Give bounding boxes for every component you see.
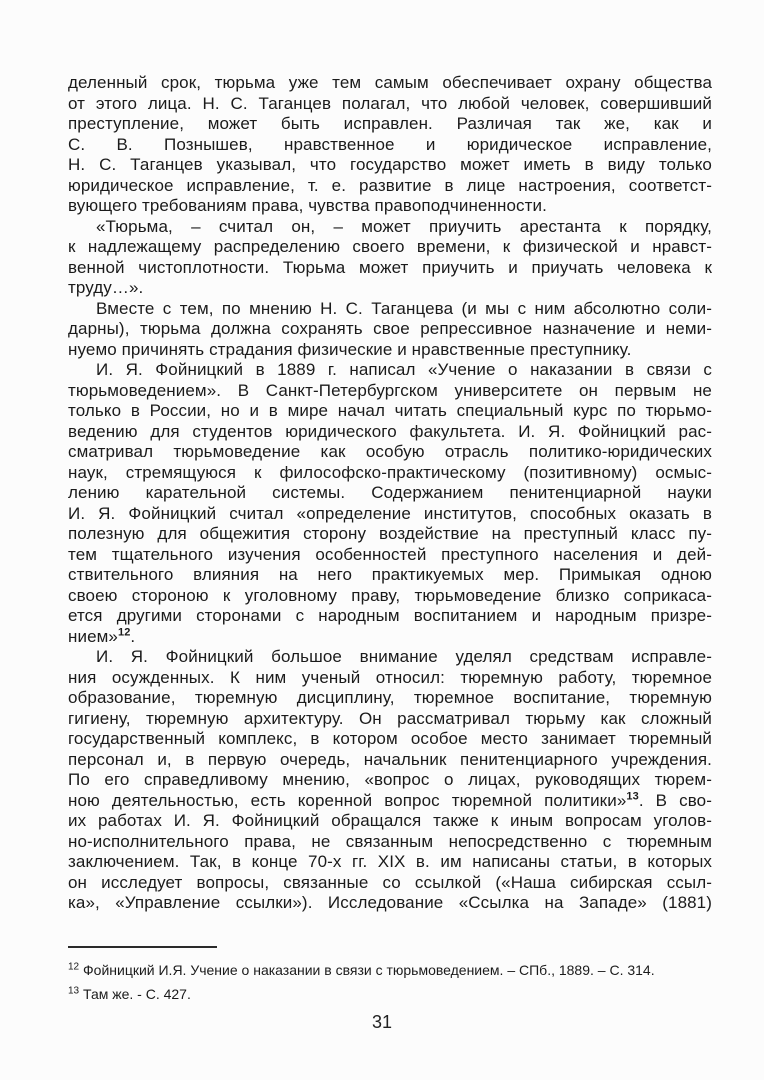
paragraph	[68, 299, 712, 361]
text-line: юридическое исправление, т. е. развитие в лице настроения, соответст-	[68, 175, 712, 195]
footnote-ref: 12	[117, 625, 131, 638]
text-line: По его справедливому мнению, «вопрос о лицах, руководящих тюрем-	[68, 770, 712, 789]
text-line: нуемо причинять страдания физические и нравственные преступнику.	[68, 339, 632, 359]
footnote-ref: 13	[626, 789, 639, 802]
footnotes-section	[68, 946, 712, 1006]
text-line: их работах И. Я. Фойницкий обращался также к иным вопросам уголов-	[68, 811, 712, 830]
text-line: С. В. Познышев, нравственное и юридическое исправление,	[68, 134, 712, 154]
text-line: ния осужденных. К ним ученый относил: тюремную работу, тюремное	[68, 667, 712, 687]
text-line: вующего требованиям права, чувства правоподчиненности.	[68, 196, 547, 215]
paragraph	[68, 360, 712, 647]
footnote: $^{12}$ Фойницкий И.Я. Учение о наказании в связи с тюрьмоведением. – СПб., 1889. – С. 314.	[68, 961, 655, 978]
text-line: венной чистоплотности. Тюрьма может приучить и приучать человека к	[68, 257, 712, 277]
footnote-separator	[68, 946, 217, 948]
text-line: труду…».	[68, 278, 144, 297]
text-line: он исследует вопросы, связанные со ссылкой («Наша сибирская ссыл-	[68, 872, 712, 892]
text-line: Вместе с тем, по мнению Н. С. Таганцева (и мы с ним абсолютно соли-	[96, 298, 712, 318]
footnote-list	[68, 958, 712, 1006]
text-line: ведению для студентов юридического факультета. И. Я. Фойницкий рас-	[68, 421, 712, 441]
text-line: тем тщательного изучения особенностей преступного населения и дей-	[68, 544, 712, 564]
text-line: И. Я. Фойницкий большое внимание уделял средствам исправле-	[96, 647, 712, 666]
text-line: но-исполнительного права, не связанным непосредственно с тюремным	[68, 831, 712, 851]
text-line: гигиену, тюремную архитектуру. Он рассматривал тюрьму как сложный	[68, 708, 712, 728]
text-line: только в России, но и в мире начал читать специальный курс по тюрьмо-	[68, 401, 712, 420]
text-line: ствительного влияния на него практикуемых мер. Примыкая одною	[68, 565, 712, 584]
text-line: образование, тюремную дисциплину, тюремное воспитание, тюремную	[68, 688, 712, 707]
text-line: тюрьмоведением». В Санкт-Петербургском университете он первым не	[68, 380, 712, 400]
text-line: ною деятельностью, есть коренной вопрос тюремной политики»$^{13}$. В сво-	[68, 789, 712, 810]
text-line: сматривал тюрьмоведение как особую отрасль политико-юридических	[68, 442, 712, 461]
text-line: к надлежащему распределению своего времени, к физической и нравст-	[68, 237, 712, 256]
footnote: $^{13}$ Там же. - С. 427.	[68, 985, 191, 1002]
footnote-marker: 12	[68, 961, 80, 973]
text-line: ка», «Управление ссылки»). Исследование «Ссылка на Западе» (1881)	[68, 893, 712, 912]
paragraph	[68, 217, 712, 299]
text-line: нием»$^{12}$.	[68, 625, 136, 646]
text-line: заключением. Так, в конце 70-х гг. XIX в. им написаны статьи, в которых	[68, 852, 712, 871]
text-line: наук, стремящуюся к философско-практическому (позитивному) осмыс-	[68, 462, 712, 482]
text-line: полезную для общежития сторону воздействие на преступный класс пу-	[68, 524, 712, 543]
text-line: Н. С. Таганцев указывал, что государство может иметь в виду только	[68, 155, 712, 174]
body-text	[68, 73, 712, 914]
text-line: И. Я. Фойницкий считал «определение институтов, способных оказать в	[68, 503, 712, 523]
footnote-marker: 13	[68, 985, 80, 997]
text-line: деленный срок, тюрьма уже тем самым обеспечивает охрану общества	[68, 73, 712, 92]
text-line: от этого лица. Н. С. Таганцев полагал, что любой человек, совершивший	[68, 93, 712, 113]
text-line: «Тюрьма, – считал он, – может приучить арестанта к порядку,	[96, 216, 712, 236]
text-line: И. Я. Фойницкий в 1889 г. написал «Учение о наказании в связи с	[96, 360, 712, 379]
text-line: дарны), тюрьма должна сохранять свое репрессивное назначение и неми-	[68, 319, 712, 338]
text-line: персонал и, в первую очередь, начальник пенитенциарного учреждения.	[68, 749, 712, 769]
text-line: ется другими сторонами с народным воспитанием и народным призре-	[68, 606, 712, 625]
text-line: своею стороною к уголовному праву, тюрьмоведение близко соприкаса-	[68, 585, 712, 605]
text-line: лению карательной системы. Содержанием пенитенциарной науки	[68, 483, 712, 502]
text-line: преступление, может быть исправлен. Различая так же, как и	[68, 114, 712, 133]
paragraph	[68, 73, 712, 217]
text-line: государственный комплекс, в котором особое место занимает тюремный	[68, 729, 712, 748]
page-number: 31	[371, 1012, 393, 1032]
paragraph	[68, 647, 712, 914]
